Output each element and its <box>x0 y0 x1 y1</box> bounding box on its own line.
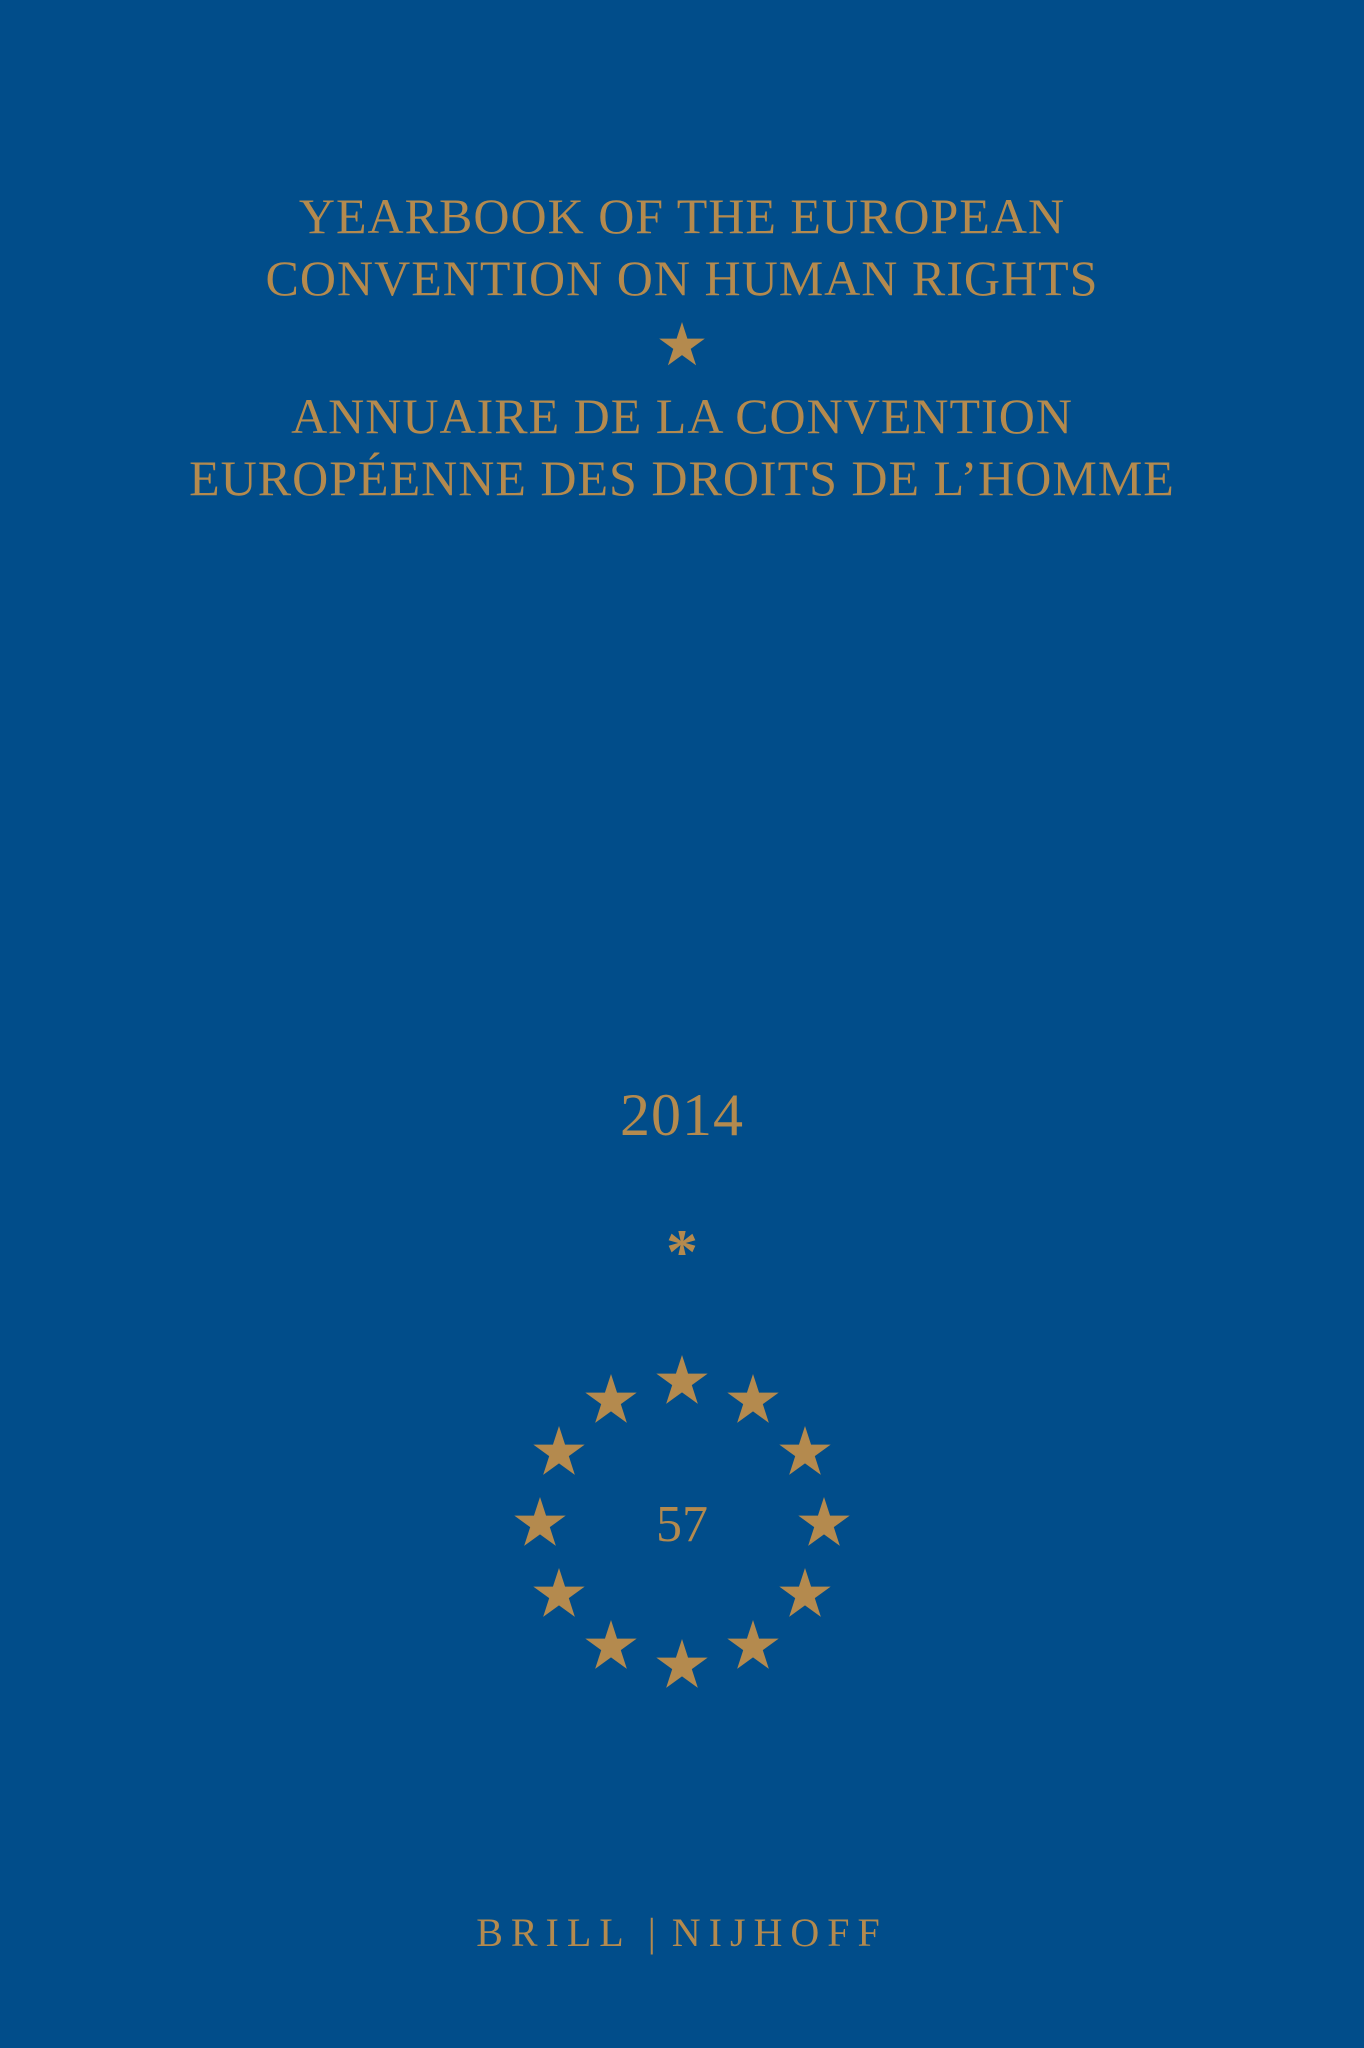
ring-star-icon <box>779 1568 830 1617</box>
publisher-name-right: NIJHOFF <box>671 1910 888 1955</box>
ring-star-icon <box>727 1620 778 1669</box>
part-marker: * <box>666 1216 698 1287</box>
ring-star-icon <box>585 1620 636 1669</box>
ring-star-icon <box>656 1639 707 1688</box>
publisher-separator: | <box>647 1910 656 1955</box>
year: 2014 <box>620 1082 744 1148</box>
ring-star-icon <box>656 1355 707 1404</box>
star-icon <box>658 322 706 370</box>
volume-number: 57 <box>656 1496 708 1553</box>
english-title-line-2: CONVENTION ON HUMAN RIGHTS <box>265 250 1099 306</box>
french-title <box>0 385 1364 509</box>
publisher-name-left: BRILL <box>476 1910 632 1955</box>
ring-star-icon <box>727 1374 778 1423</box>
ring-star-icon <box>779 1426 830 1475</box>
ring-star-icon <box>533 1568 584 1617</box>
french-title-line-2: EUROPÉENNE DES DROITS DE L’HOMME <box>189 450 1175 506</box>
publisher <box>0 1908 1364 1958</box>
ring-star-icon <box>533 1426 584 1475</box>
english-title-line-1: YEARBOOK OF THE EUROPEAN <box>298 188 1066 244</box>
english-title <box>0 185 1364 309</box>
ring-star-icon <box>585 1374 636 1423</box>
french-title-line-1: ANNUAIRE DE LA CONVENTION <box>291 388 1073 444</box>
